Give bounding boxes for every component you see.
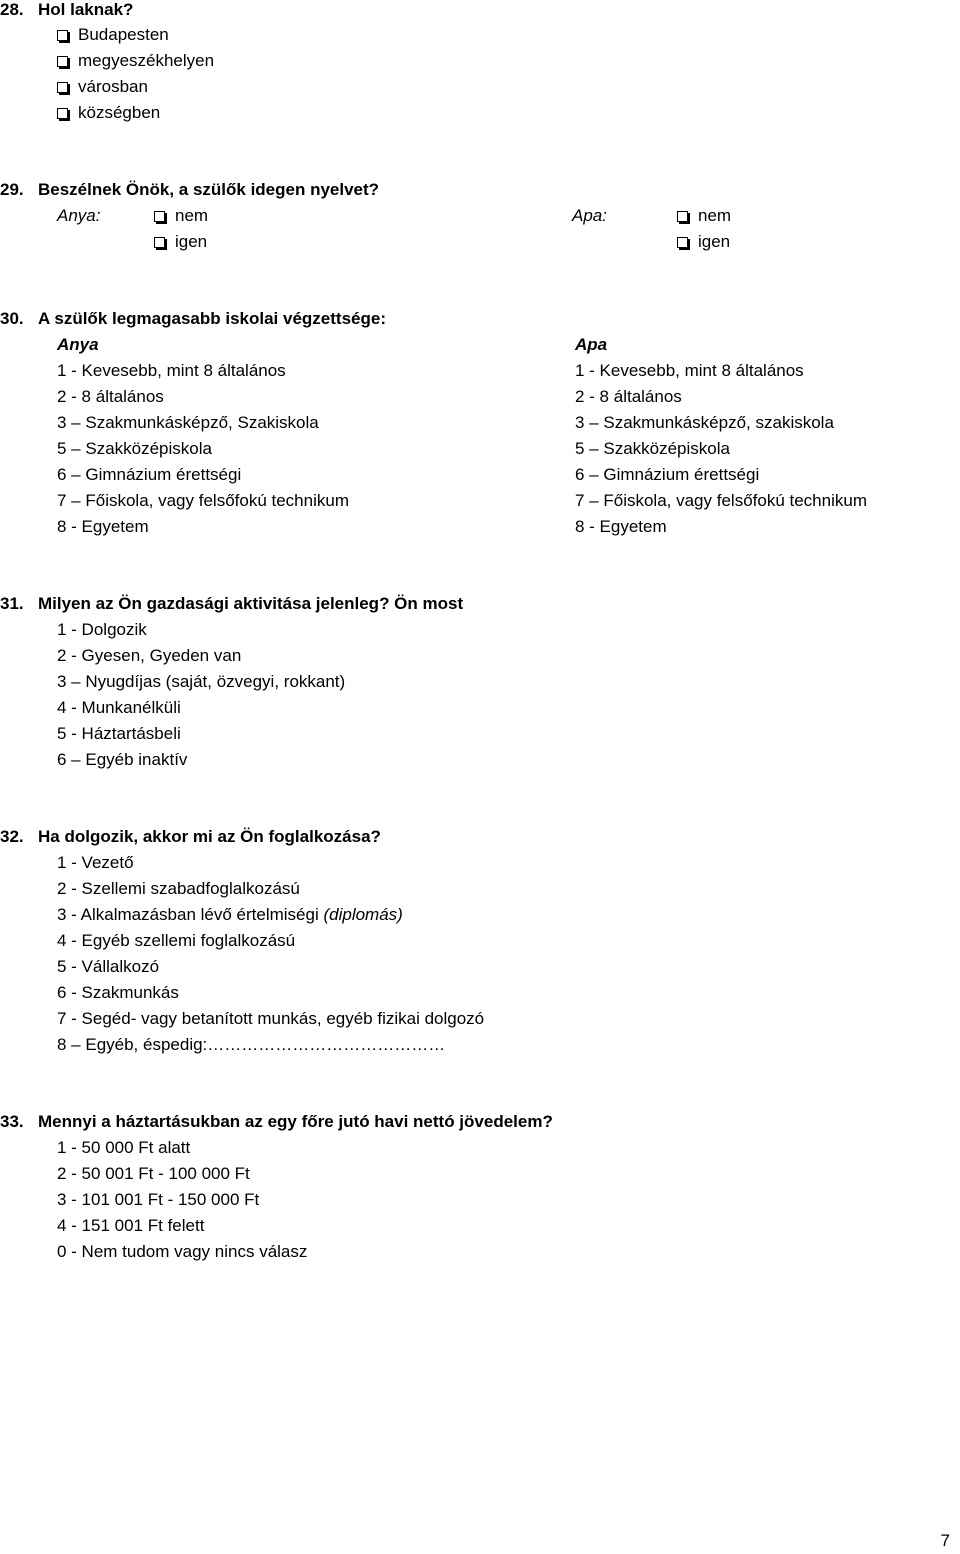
q31-option[interactable]: 3 – Nyugdíjas (saját, özvegyi, rokkant) xyxy=(57,672,346,691)
q28-option-megyeszekhely[interactable]: megyeszékhelyen xyxy=(57,48,214,74)
q30-anya-option[interactable]: 3 – Szakmunkásképző, Szakiskola xyxy=(57,413,319,432)
q29-anya-option-igen[interactable]: igen xyxy=(154,229,207,255)
q31-option[interactable]: 6 – Egyéb inaktív xyxy=(57,750,188,769)
q32-option[interactable]: 7 - Segéd- vagy betanított munkás, egyéb fizikai dolgozó xyxy=(57,1009,485,1028)
q32-option[interactable]: 6 - Szakmunkás xyxy=(57,983,179,1002)
q33-option[interactable]: 1 - 50 000 Ft alatt xyxy=(57,1138,191,1157)
q31-option[interactable]: 4 - Munkanélküli xyxy=(57,698,181,717)
q29-number: 29. xyxy=(0,180,24,199)
q32-option[interactable]: 2 - Szellemi szabadfoglalkozású xyxy=(57,879,300,898)
q31-option[interactable]: 2 - Gyesen, Gyeden van xyxy=(57,646,242,665)
q30-apa-heading: Apa xyxy=(575,335,608,354)
checkbox-icon[interactable] xyxy=(57,30,68,41)
q29-anya-label: Anya: xyxy=(57,206,101,225)
q28-number: 28. xyxy=(0,0,24,19)
q33-number: 33. xyxy=(0,1112,24,1131)
q30-apa-option[interactable]: 2 - 8 általános xyxy=(575,387,682,406)
q30-apa-option[interactable]: 3 – Szakmunkásképző, szakiskola xyxy=(575,413,834,432)
q32-option[interactable]: 4 - Egyéb szellemi foglalkozású xyxy=(57,931,296,950)
q30-apa-option[interactable]: 8 - Egyetem xyxy=(575,517,667,536)
q30-anya-option[interactable]: 7 – Főiskola, vagy felsőfokú technikum xyxy=(57,491,349,510)
q30-anya-option[interactable]: 5 – Szakközépiskola xyxy=(57,439,212,458)
q28-option-varos[interactable]: városban xyxy=(57,74,148,100)
q30-number: 30. xyxy=(0,309,24,328)
checkbox-icon[interactable] xyxy=(677,211,688,222)
q32-option[interactable]: 3 - Alkalmazásban lévő értelmiségi (diplomás) xyxy=(57,905,403,924)
checkbox-icon[interactable] xyxy=(154,211,165,222)
q31-option[interactable]: 5 - Háztartásbeli xyxy=(57,724,181,743)
page-number: 7 xyxy=(940,1531,950,1550)
q30-apa-option[interactable]: 1 - Kevesebb, mint 8 általános xyxy=(575,361,804,380)
q29-apa-label: Apa: xyxy=(572,206,607,225)
q30-title: A szülők legmagasabb iskolai végzettsége: xyxy=(38,309,386,328)
q28-option-kozseg[interactable]: községben xyxy=(57,100,160,126)
q32-option[interactable]: 5 - Vállalkozó xyxy=(57,957,160,976)
q31-title: Milyen az Ön gazdasági aktivitása jelenleg? Ön most xyxy=(38,594,464,613)
checkbox-icon[interactable] xyxy=(677,237,688,248)
q32-title: Ha dolgozik, akkor mi az Ön foglalkozása? xyxy=(38,827,381,846)
q33-option[interactable]: 0 - Nem tudom vagy nincs válasz xyxy=(57,1242,308,1261)
q30-anya-option[interactable]: 1 - Kevesebb, mint 8 általános xyxy=(57,361,286,380)
q29-apa-option-igen[interactable]: igen xyxy=(677,229,730,255)
q30-apa-option[interactable]: 7 – Főiskola, vagy felsőfokú technikum xyxy=(575,491,867,510)
checkbox-icon[interactable] xyxy=(57,82,68,93)
q30-apa-option[interactable]: 5 – Szakközépiskola xyxy=(575,439,730,458)
q30-anya-option[interactable]: 2 - 8 általános xyxy=(57,387,164,406)
checkbox-icon[interactable] xyxy=(57,56,68,67)
q30-apa-option[interactable]: 6 – Gimnázium érettségi xyxy=(575,465,760,484)
q33-title: Mennyi a háztartásukban az egy főre jutó havi nettó jövedelem? xyxy=(38,1112,553,1131)
q31-option[interactable]: 1 - Dolgozik xyxy=(57,620,147,639)
q28-title: Hol laknak? xyxy=(38,0,134,19)
q33-option[interactable]: 3 - 101 001 Ft - 150 000 Ft xyxy=(57,1190,260,1209)
q31-number: 31. xyxy=(0,594,24,613)
checkbox-icon[interactable] xyxy=(57,108,68,119)
checkbox-icon[interactable] xyxy=(154,237,165,248)
q30-anya-heading: Anya xyxy=(57,335,99,354)
q32-number: 32. xyxy=(0,827,24,846)
q32-option[interactable]: 1 - Vezető xyxy=(57,853,134,872)
q28-option-budapest[interactable]: Budapesten xyxy=(57,22,169,48)
q33-option[interactable]: 4 - 151 001 Ft felett xyxy=(57,1216,205,1235)
q33-option[interactable]: 2 - 50 001 Ft - 100 000 Ft xyxy=(57,1164,250,1183)
q30-anya-option[interactable]: 6 – Gimnázium érettségi xyxy=(57,465,242,484)
q30-anya-option[interactable]: 8 - Egyetem xyxy=(57,517,149,536)
q29-anya-option-nem[interactable]: nem xyxy=(154,203,208,229)
q32-option-other[interactable]: 8 – Egyéb, éspedig:…………………………………… xyxy=(57,1035,446,1054)
q29-title: Beszélnek Önök, a szülők idegen nyelvet? xyxy=(38,180,380,199)
q29-apa-option-nem[interactable]: nem xyxy=(677,203,731,229)
